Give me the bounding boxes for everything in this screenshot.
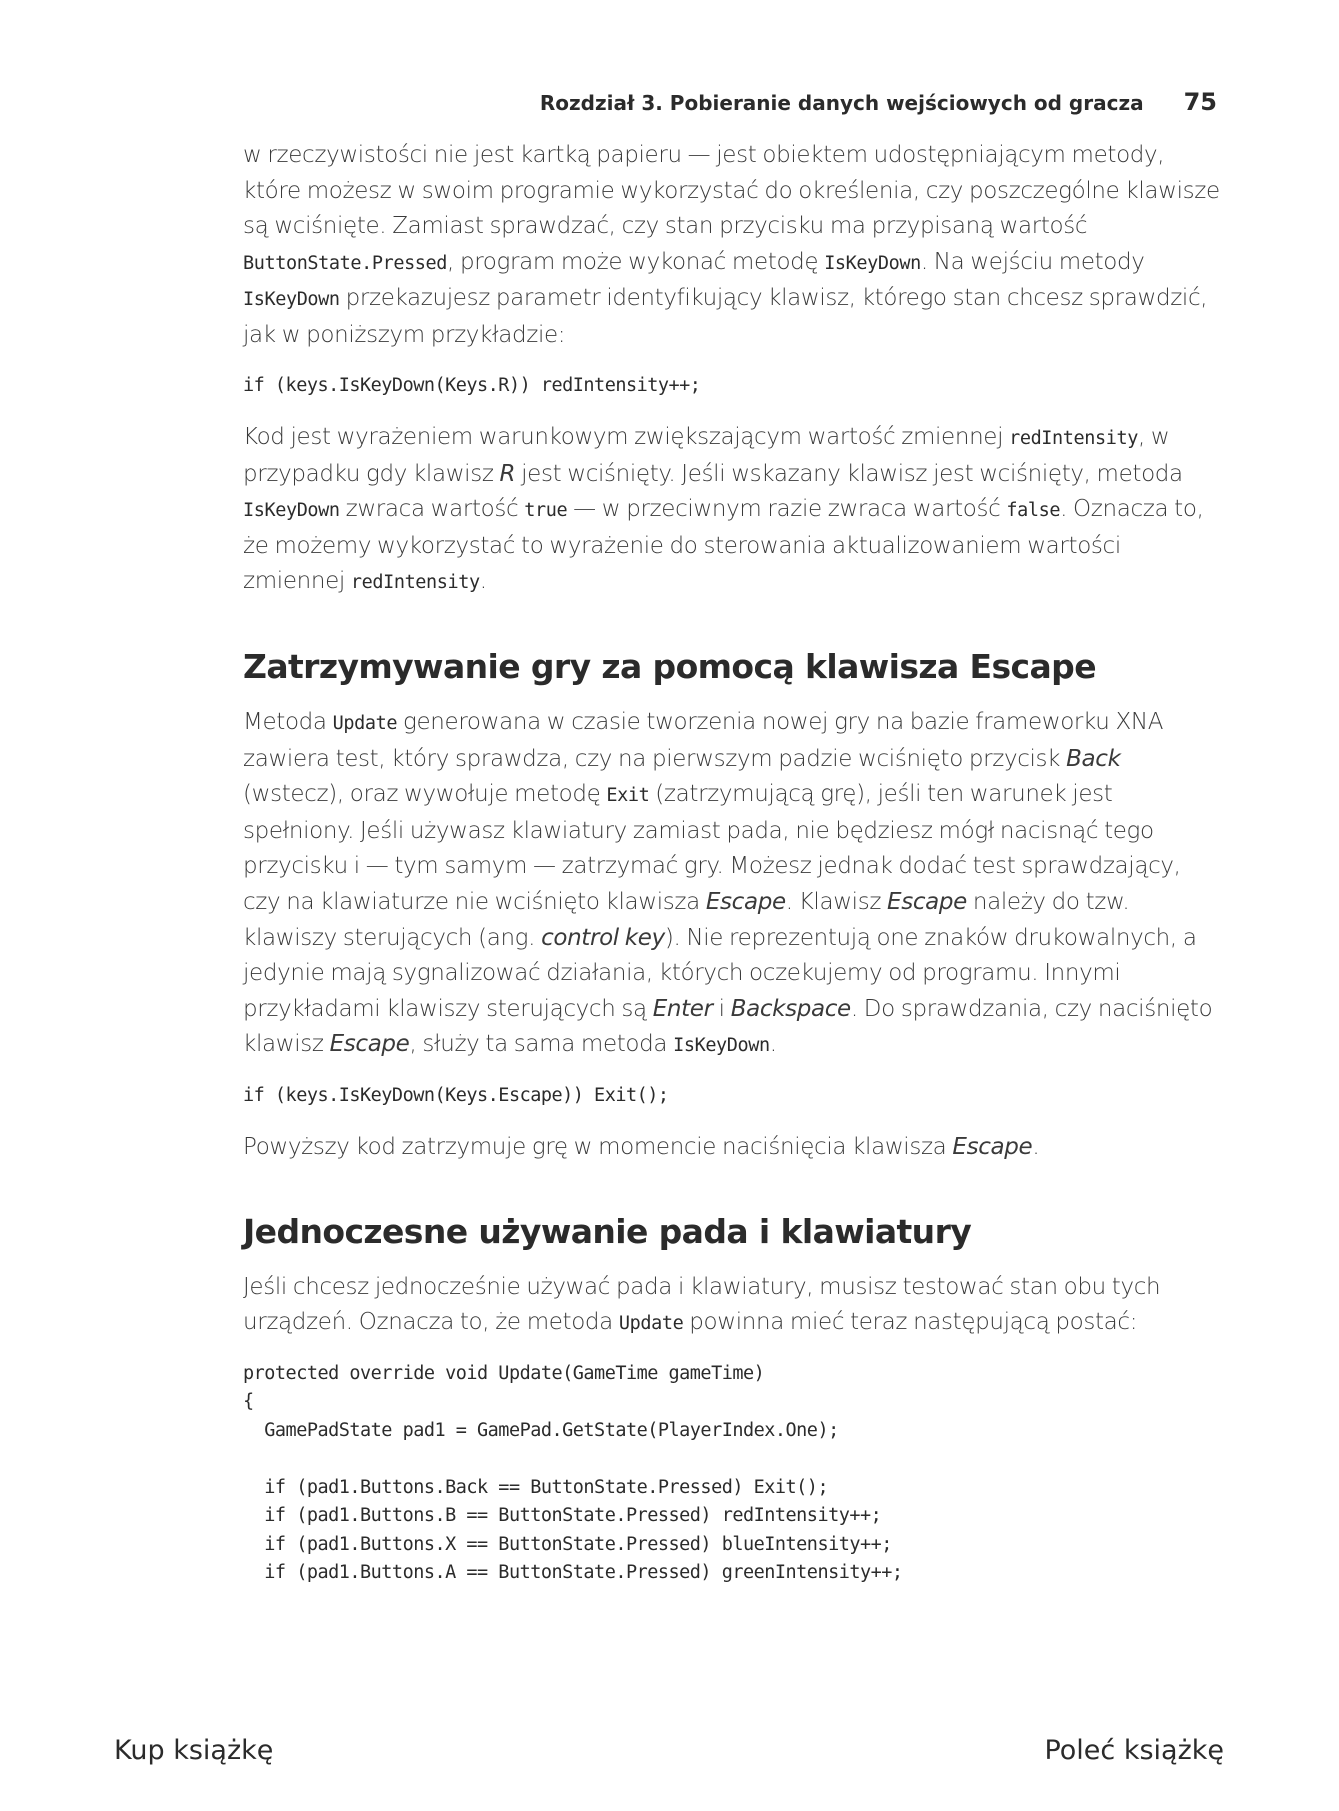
inline-code: IsKeyDown [243,500,340,522]
paragraph-2: Kod jest wyrażeniem warunkowym zwiększającym wartość zmiennej redIntensity, w przypadku gdy klawisz R jest wciśnięty. Jeśli wskazany klawisz jest wciśnięty, metoda IsKeyDown zwraca wartość true — w przeciwnym razie zwraca wartość false. Oznacza to, że możemy wykorzystać to wyrażenie do sterowania aktualizowaniem wartości zmiennej redIntensity. [243,423,1204,595]
inline-code: Update [618,1313,684,1335]
inline-code: ButtonState.Pressed [243,252,448,274]
page-content [243,138,1223,1607]
italic-term: control key [541,924,665,951]
inline-code: IsKeyDown [243,289,340,311]
code-block-3: protected override void Update(GameTime gameTime) { GamePadState pad1 = GamePad.GetState(PlayerIndex.One); if (pad1.Buttons.Back == ButtonState.Pressed) Exit(); if (pad1.Buttons.B == ButtonState.Pressed) redIntensity++; if (pad1.Buttons.X == ButtonState.Pressed) blueIntensity++; if (pad1.Buttons.A == ButtonState.Pressed) greenIntensity++; [243,1363,903,1583]
inline-code: IsKeyDown [673,1035,770,1057]
italic-term: Back [1066,745,1121,772]
italic-term: Enter [652,995,713,1022]
inline-code: Exit [606,785,650,807]
paragraph-3: Metoda Update generowana w czasie tworzenia nowej gry na bazie frameworku XNA zawiera test, który sprawdza, czy na pierwszym padzie wciśnięto przycisk Back (wstecz), oraz wywołuje metodę Exit (zatrzymującą grę), jeśli ten warunek jest spełniony. Jeśli używasz klawiatury zamiast pada, nie będziesz mógł nacisnąć tego przycisku i — tym samym — zatrzymać gry. Możesz jednak dodać test sprawdzający, czy na klawiaturze nie wciśnięto klawisza Escape. Klawisz Escape należy do tzw. klawiszy sterujących (ang. control key). Nie reprezentują one znaków drukowalnych, a jedynie mają sygnalizować działania, których oczekujemy od programu. Innymi przykładami klawiszy sterujących są Enter i Backspace. Do sprawdzania, czy naciśnięto klawisz Escape, służy ta sama metoda IsKeyDown. [243,708,1213,1058]
inline-code: redIntensity [350,572,480,594]
paragraph-5: Jeśli chcesz jednocześnie używać pada i klawiatury, musisz testować stan obu tych urządzeń. Oznacza to, że metoda Update powinna mieć teraz następującą postać: [243,1273,1161,1336]
italic-term: Escape [887,888,967,915]
inline-code: redIntensity [1009,427,1138,449]
code-block-1: if (keys.IsKeyDown(Keys.R)) redIntensity++; [243,374,701,396]
inline-code: Update [332,712,398,734]
recommend-book-link[interactable]: Poleć książkę [1044,1735,1224,1766]
section-heading-escape: Zatrzymywanie gry za pomocą klawisza Escape [243,646,1096,686]
running-header [240,88,1217,124]
italic-term: Escape [705,888,786,915]
paragraph-1: w rzeczywistości nie jest kartką papieru — jest obiektem udostępniającym metody, które możesz w swoim programie wykorzystać do określenia, czy poszczególne klawisze są wciśnięte. Zamiast sprawdzać, czy stan przycisku ma przypisaną wartość ButtonState.Pressed, program może wykonać metodę IsKeyDown. Na wejściu metody IsKeyDown przekazujesz parametr identyfikujący klawisz, którego stan chcesz sprawdzić, jak w poniższym przykładzie: [243,142,1220,348]
italic-term: Backspace [730,995,851,1022]
code-block-2: if (keys.IsKeyDown(Keys.Escape)) Exit(); [243,1084,669,1106]
italic-term: Escape [952,1134,1033,1161]
page-number: 75 [1183,88,1217,116]
inline-code: true [524,500,568,522]
paragraph-4: Powyższy kod zatrzymuje grę w momencie naciśnięcia klawisza Escape. [243,1134,1040,1161]
section-heading-pad-keyboard: Jednoczesne używanie pada i klawiatury [243,1211,972,1251]
inline-code: IsKeyDown [824,252,921,274]
italic-term: Escape [329,1031,410,1058]
chapter-title: Rozdział 3. Pobieranie danych wejściowych od gracza [539,91,1144,115]
page-footer [114,1735,1224,1775]
inline-code: false [1006,500,1061,522]
italic-term: R [499,460,516,487]
buy-book-link[interactable]: Kup książkę [114,1735,274,1766]
